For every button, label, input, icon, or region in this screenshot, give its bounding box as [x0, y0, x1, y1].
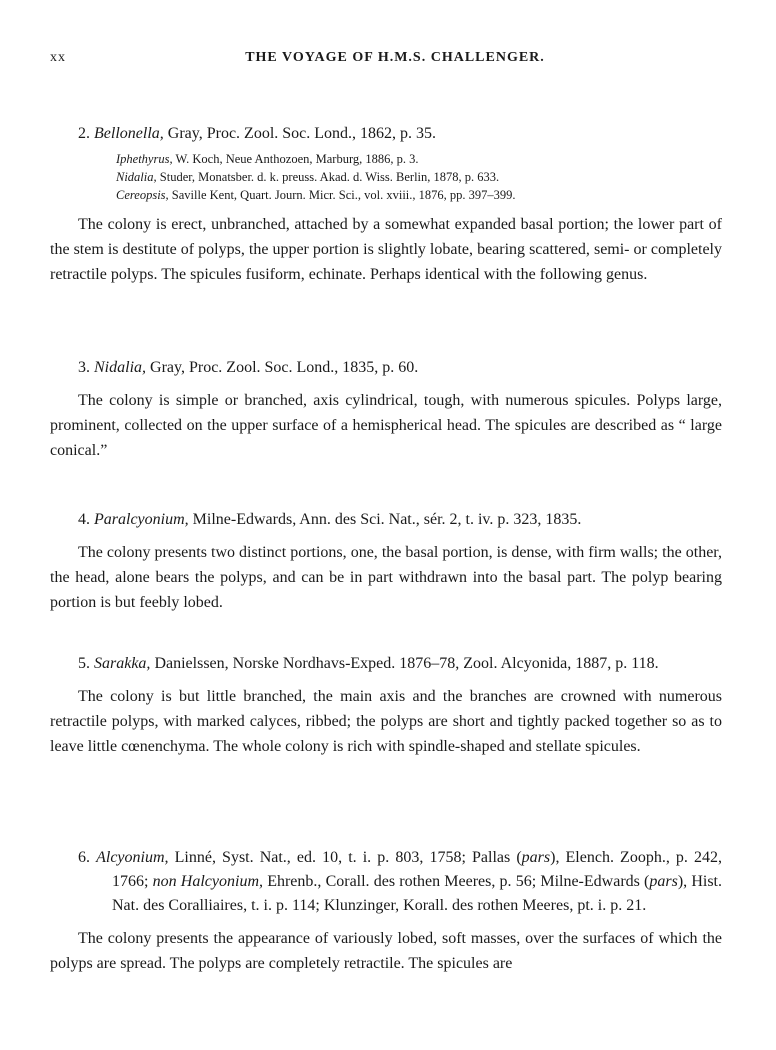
- entry-number: 5.: [78, 655, 90, 672]
- genus-name: Alcyonium,: [96, 849, 169, 866]
- entry-citation: Ehrenb., Corall. des rothen Meeres, p. 56; Milne-Edwards (: [263, 873, 650, 890]
- page-header: [50, 50, 740, 70]
- entry-citation: Gray, Proc. Zool. Soc. Lond., 1862, p. 35.: [163, 125, 437, 142]
- running-title: THE VOYAGE OF H.M.S. CHALLENGER.: [245, 50, 545, 65]
- genus-name: Nidalia,: [94, 359, 147, 376]
- genus-name: Paralcyonium,: [94, 511, 189, 528]
- synonym-item: [116, 186, 722, 204]
- entry-number: 6.: [78, 849, 90, 866]
- entry-description: The colony presents two distinct portions, one, the basal portion, is dense, with firm walls; the other, the head, alone bears the polyps, and can be in part withdrawn into the basal part. The polyp bearing portion is but feebly lobed.: [50, 544, 722, 611]
- entry-citation: ), Elench. Zooph., p. 242, 1766;: [112, 849, 723, 890]
- synonym-item: [116, 168, 722, 186]
- entry-heading: [50, 846, 722, 918]
- pars-note: pars: [649, 873, 678, 890]
- entry-number: 3.: [78, 359, 90, 376]
- genus-entry-bellonella: [50, 122, 722, 287]
- entry-number: 4.: [78, 511, 90, 528]
- entry-heading: [50, 508, 722, 532]
- synonym-name: Iphethyrus,: [116, 152, 173, 166]
- entry-citation: ), Hist. Nat. des Coralliaires, t. i. p. 114; Klunzinger, Korall. des rothen Meeres, pt. i. p. 21.: [112, 873, 723, 914]
- genus-entry-sarakka: [50, 652, 722, 759]
- entry-heading: [50, 652, 722, 676]
- genus-entry-paralcyonium: [50, 508, 722, 615]
- entry-description: The colony is erect, unbranched, attached by a somewhat expanded basal portion; the lower part of the stem is destitute of polyps, the upper portion is slightly lobate, bearing scattered, semi- or completely retractile polyps. The spicules fusiform, echinate. Perhaps identical with the following genus.: [50, 216, 722, 283]
- synonym-reference: Studer, Monatsber. d. k. preuss. Akad. d. Wiss. Berlin, 1878, p. 633.: [156, 170, 500, 184]
- entry-number: 2.: [78, 125, 90, 142]
- genus-name: Bellonella,: [94, 125, 164, 142]
- synonym-item: [116, 150, 722, 168]
- entry-description: The colony is but little branched, the main axis and the branches are crowned with numerous retractile polyps, with marked calyces, ribbed; the polyps are short and tightly packed together so as to leave little cœnenchyma. The whole colony is rich with spindle-shaped and stellate spicules.: [50, 688, 722, 755]
- entry-heading: [50, 356, 722, 380]
- synonym-name: Nidalia,: [116, 170, 157, 184]
- synonym-reference: Saville Kent, Quart. Journ. Micr. Sci., vol. xviii., 1876, pp. 397–399.: [168, 188, 516, 202]
- non-halcyonium-note: non Halcyonium,: [152, 873, 264, 890]
- entry-citation: Milne-Edwards, Ann. des Sci. Nat., sér. 2, t. iv. p. 323, 1835.: [188, 511, 582, 528]
- entry-description: The colony is simple or branched, axis cylindrical, tough, with numerous spicules. Polyps large, prominent, collected on the upper surface of a hemispherical head. The spicules are described as “ large conical.”: [50, 392, 722, 459]
- genus-entry-nidalia: [50, 356, 722, 463]
- pars-note: pars: [521, 849, 551, 866]
- synonym-reference: W. Koch, Neue Anthozoen, Marburg, 1886, p. 3.: [172, 152, 419, 166]
- page-number: xx: [50, 50, 66, 65]
- entry-citation: Gray, Proc. Zool. Soc. Lond., 1835, p. 60.: [146, 359, 419, 376]
- entry-heading: [50, 122, 722, 146]
- entry-citation: Linné, Syst. Nat., ed. 10, t. i. p. 803, 1758; Pallas (: [168, 849, 522, 866]
- synonym-list: [50, 150, 722, 204]
- entry-citation: Danielssen, Norske Nordhavs-Exped. 1876–78, Zool. Alcyonida, 1887, p. 118.: [150, 655, 659, 672]
- genus-name: Sarakka,: [94, 655, 151, 672]
- genus-entry-alcyonium: [50, 846, 722, 976]
- synonym-name: Cereopsis,: [116, 188, 169, 202]
- entry-description: The colony presents the appearance of variously lobed, soft masses, over the surfaces of which the polyps are spread. The polyps are completely retractile. The spicules are: [50, 930, 722, 972]
